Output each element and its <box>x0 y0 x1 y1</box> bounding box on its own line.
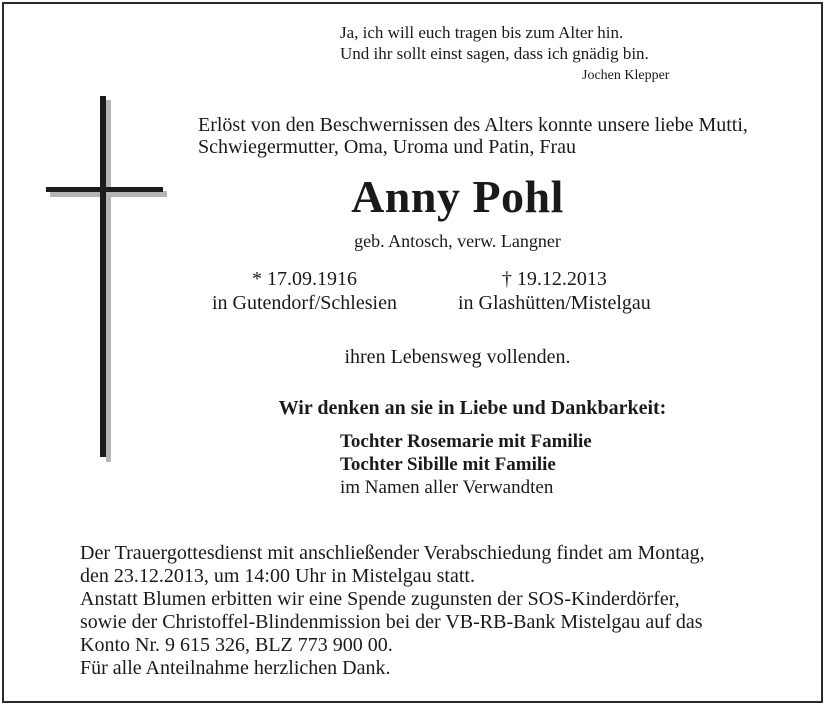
intro-line: Schwiegermutter, Oma, Uroma und Patin, Frau <box>198 136 577 158</box>
thanks-heading: Wir denken an sie in Liebe und Dankbarkeit: <box>278 397 667 419</box>
lifepath-text: ihren Lebensweg vollenden. <box>344 346 571 368</box>
service-notice <box>80 542 705 680</box>
quote <box>340 22 649 64</box>
intro-text <box>198 114 748 158</box>
notice-line: Für alle Anteilnahme herzlichen Dank. <box>80 657 391 679</box>
notice-line: sowie der Christoffel-Blindenmission bei der VB-RB-Bank Mistelgau auf das <box>80 611 703 633</box>
notice-line: den 23.12.2013, um 14:00 Uhr in Mistelgau statt. <box>80 565 475 587</box>
quote-line: Ja, ich will euch tragen bis zum Alter hin. <box>340 23 624 42</box>
signer-family-1: Tochter Rosemarie mit Familie <box>340 431 592 452</box>
death-info <box>458 267 651 315</box>
quote-line: Und ihr sollt einst sagen, dass ich gnädig bin. <box>340 44 649 63</box>
deceased-name: Anny Pohl <box>351 171 564 222</box>
birth-date: * 17.09.1916 <box>251 268 357 290</box>
quote-author: Jochen Klepper <box>582 68 670 83</box>
signers <box>340 430 592 499</box>
birth-info <box>212 267 397 315</box>
notice-line: Konto Nr. 9 615 326, BLZ 773 900 00. <box>80 634 393 656</box>
notice-line: Anstatt Blumen erbitten wir eine Spende zugunsten der SOS-Kinderdörfer, <box>80 588 680 610</box>
intro-line: Erlöst von den Beschwernissen des Alters konnte unsere liebe Mutti, <box>198 114 748 136</box>
signer-others: im Namen aller Verwandten <box>340 477 554 498</box>
birth-place: in Gutendorf/Schlesien <box>212 292 397 314</box>
notice-line: Der Trauergottesdienst mit anschließender Verabschiedung findet am Montag, <box>80 542 705 564</box>
death-date: † 19.12.2013 <box>501 268 607 290</box>
death-place: in Glashütten/Mistelgau <box>458 292 651 314</box>
signer-family-2: Tochter Sibille mit Familie <box>340 454 556 475</box>
maiden-name: geb. Antosch, verw. Langner <box>354 231 561 251</box>
